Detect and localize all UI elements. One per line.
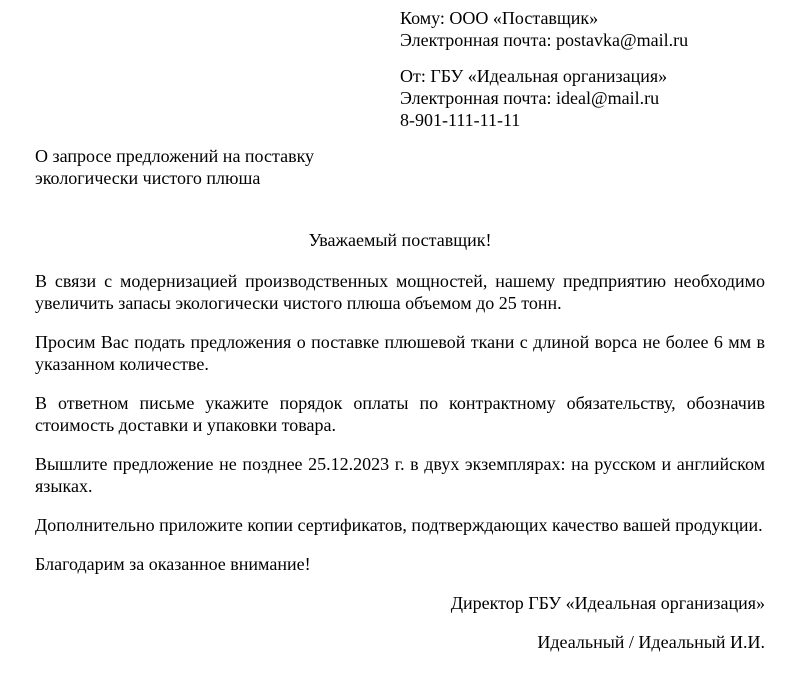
sender-paragraph [400,65,765,131]
salutation: Уважаемый поставщик! [308,230,492,250]
body-paragraph-1: В связи с модернизацией производственных мощностей, нашему предприятию необходимо увеличить запасы экологически чистого плюша объемом до 25 тонн. [35,271,765,313]
body-paragraph-4: Вышлите предложение не позднее 25.12.2023 г. в двух экземплярах: на русском и английском языках. [35,454,765,496]
recipient-line: Кому: ООО «Поставщик» [400,8,599,28]
closing-thanks-paragraph: Благодарим за оказанное внимание! [35,554,311,574]
subject-line-1: О запросе предложений на поставку [35,146,315,166]
signature-name-line: Идеальный / Идеальный И.И. [537,632,765,652]
sender-phone-line: 8-901-111-11-11 [400,110,521,130]
sender-email-line: Электронная почта: ideal@mail.ru [400,88,660,108]
subject-block [35,145,765,189]
body-paragraph-5: Дополнительно приложите копии сертификатов, подтверждающих качество вашей продукции. [35,515,763,535]
subject-line-2: экологически чистого плюша [35,168,261,188]
recipient-paragraph [400,7,765,51]
signature-position-line: Директор ГБУ «Идеальная организация» [450,593,765,613]
body-paragraph-2: Просим Вас подать предложения о поставке плюшевой ткани с длиной ворса не более 6 мм в указанном количестве. [35,332,765,374]
recipient-email-line: Электронная почта: postavka@mail.ru [400,30,689,50]
body-paragraph-3: В ответном письме укажите порядок оплаты по контрактному обязательству, обозначив стоимость доставки и упаковки товара. [35,393,765,435]
sender-line: От: ГБУ «Идеальная организация» [400,66,668,86]
address-header [400,7,765,131]
